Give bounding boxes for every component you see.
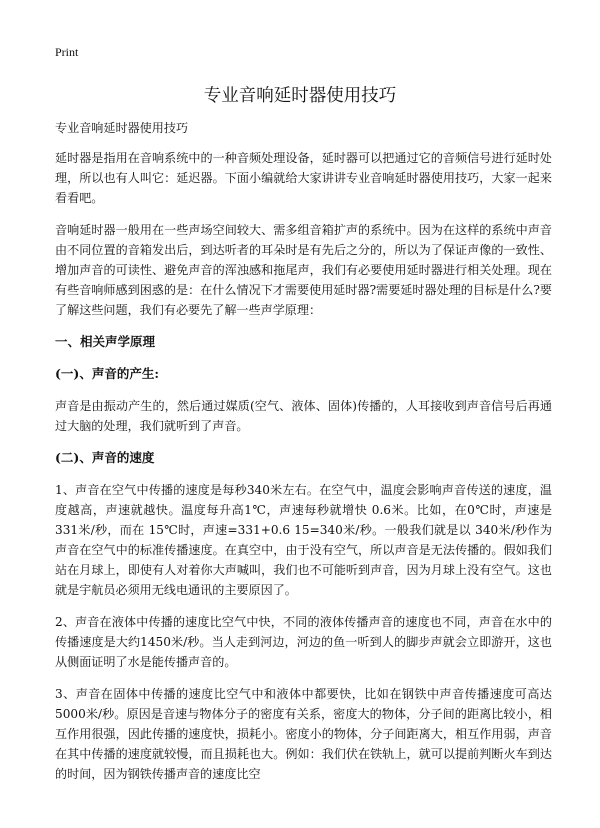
usage-paragraph: 音响延时器一般用在一些声场空间较大、需多组音箱扩声的系统中。因为在这样的系统中声音由不同位置的音箱发出后，到达听者的耳朵时是有先后之分的，所以为了保证声像的一致性、增加声音的可读性、避免声音的浑浊感和拖尾声，我们有必要使用延时器进行相关处理。现在有些音响师感到困惑的是：在什么情况下才需要使用延时器?需要延时器处理的目标是什么?要了解这些问题，我们有必要先了解一些声学原理： — [55, 223, 552, 317]
subsection-heading-origin: (一)、声音的产生: — [55, 366, 159, 381]
document-title: 专业音响延时器使用技巧 — [203, 86, 397, 106]
print-label: Print — [55, 45, 79, 59]
speed-solid-paragraph: 3、声音在固体中传播的速度比空气中和液体中都要快，比如在钢铁中声音传播速度可高达5000米/秒。原因是音速与物体分子的密度有关系，密度大的物体，分子间的距离比较小，相互作用很强，因此传播的速度快，损耗小。密度小的物体，分子间距离大，相互作用弱，声音在其中传播的速度就较慢，而且损耗也大。例如：我们伏在铁轨上，就可以提前判断火车到达的时间，因为钢铁传播声音的速度比空 — [55, 687, 552, 781]
subsection-heading-speed: (二)、声音的速度 — [55, 450, 155, 465]
speed-liquid-paragraph: 2、声音在液体中传播的速度比空气中快，不同的液体传播声音的速度也不同，声音在水中的传播速度是大约1450米/秒。当人走到河边，河边的鱼一听到人的脚步声就会立即游开，这也从侧面证明了水是能传播声音的。 — [55, 615, 552, 669]
speed-air-paragraph: 1、声音在空气中传播的速度是每秒340米左右。在空气中，温度会影响声音传送的速度，温度越高，声速就越快。温度每升高1℃，声速每秒就增快 0.6米。比如，在0℃时，声速是 331米/秒，而在 15℃时，声速=331+0.6 15=340米/秒。一般我们就是以 340米/秒作为声音在空气中的标准传播速度。在真空中，由于没有空气，所以声音是无法传播的。假如我们站在月球上，即使有人对着你大声喊叫，我们也不可能听到声音，因为月球上没有空气。这也就是宇航员必须用无线电通讯的主要原因了。 — [55, 483, 552, 597]
document-body — [55, 118, 552, 796]
intro-paragraph: 延时器是指用在音响系统中的一种音频处理设备，延时器可以把通过它的音频信号进行延时处理，所以也有人叫它：延迟器。下面小编就给大家讲讲专业音响延时器使用技巧，大家一起来看看吧。 — [55, 151, 552, 205]
subtitle: 专业音响延时器使用技巧 — [55, 121, 189, 135]
sound-origin-paragraph: 声音是由振动产生的，然后通过媒质(空气、液体、固体)传播的，人耳接收到声音信号后再通过大脑的处理，我们就听到了声音。 — [55, 399, 552, 433]
section-heading-acoustics: 一、相关声学原理 — [55, 334, 156, 349]
